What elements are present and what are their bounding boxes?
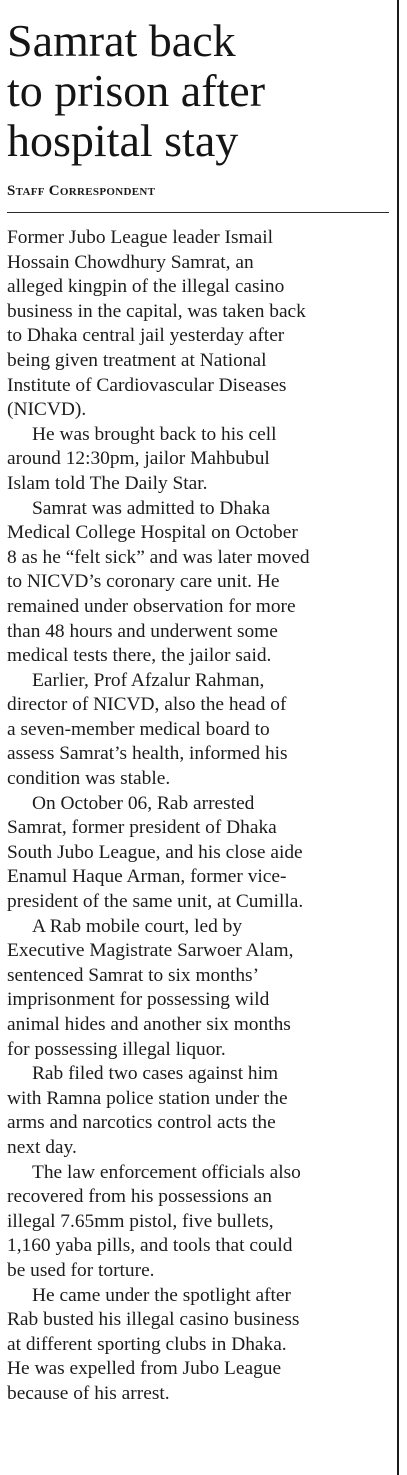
- text-line: be used for torture.: [7, 1259, 155, 1281]
- article-body: [7, 226, 393, 1407]
- text-line: South Jubo League, and his close aide: [7, 841, 303, 863]
- article-paragraph: [7, 792, 393, 915]
- text-line: president of the same unit, at Cumilla.: [7, 891, 304, 913]
- text-line: Rab filed two cases against him: [32, 1063, 279, 1085]
- article-paragraph: [7, 669, 393, 792]
- headline-line: to prison after: [7, 65, 266, 116]
- text-line: Samrat, former president of Dhaka: [7, 817, 277, 839]
- column-divider: [397, 0, 399, 1475]
- text-line: He was brought back to his cell: [32, 423, 277, 445]
- text-line: He was expelled from Jubo League: [7, 1358, 282, 1380]
- text-line: around 12:30pm, jailor Mahbubul: [7, 448, 270, 470]
- text-line: arms and narcotics control acts the: [7, 1112, 276, 1134]
- text-line: because of his arrest.: [7, 1382, 170, 1404]
- text-line: condition was stable.: [7, 768, 171, 790]
- text-line: Institute of Cardiovascular Diseases: [7, 374, 287, 396]
- text-line: illegal 7.65mm pistol, five bullets,: [7, 1210, 274, 1232]
- text-line: imprisonment for possessing wild: [7, 989, 270, 1011]
- text-line: (NICVD).: [7, 399, 87, 421]
- text-line: business in the capital, was taken back: [7, 300, 306, 322]
- text-line: remained under observation for more: [7, 595, 296, 617]
- headline: [7, 16, 393, 166]
- text-line: He came under the spotlight after: [32, 1284, 291, 1306]
- text-line: 1,160 yaba pills, and tools that could: [7, 1235, 293, 1257]
- text-line: alleged kingpin of the illegal casino: [7, 276, 285, 298]
- text-line: sentenced Samrat to six months’: [7, 964, 260, 986]
- text-line: Enamul Haque Arman, former vice-: [7, 866, 287, 888]
- text-line: On October 06, Rab arrested: [32, 792, 255, 814]
- headline-line: Samrat back: [7, 15, 236, 66]
- text-line: with Ramna police station under the: [7, 1087, 288, 1109]
- text-line: The law enforcement officials also: [32, 1161, 301, 1183]
- text-line: animal hides and another six months: [7, 1014, 291, 1035]
- article-paragraph: [7, 497, 393, 669]
- headline-line: hospital stay: [7, 115, 239, 166]
- text-line: than 48 hours and underwent some: [7, 620, 278, 642]
- text-line: Earlier, Prof Afzalur Rahman,: [32, 669, 265, 691]
- text-line: a seven-member medical board to: [7, 718, 270, 740]
- byline: Staff Correspondent: [7, 183, 156, 199]
- article-paragraph: [7, 915, 393, 1063]
- text-line: recovered from his possessions an: [7, 1186, 272, 1208]
- article-paragraph: [7, 1161, 393, 1284]
- text-line: Islam told The Daily Star.: [7, 472, 208, 494]
- text-line: to Dhaka central jail yesterday after: [7, 325, 285, 347]
- text-line: being given treatment at National: [7, 349, 267, 371]
- text-line: Executive Magistrate Sarwoer Alam,: [7, 940, 294, 962]
- article-paragraph: [7, 1284, 393, 1407]
- text-line: assess Samrat’s health, informed his: [7, 743, 288, 765]
- article-paragraph: [7, 226, 393, 423]
- text-line: medical tests there, the jailor said.: [7, 645, 272, 667]
- text-line: Hossain Chowdhury Samrat, an: [7, 251, 254, 273]
- article-paragraph: [7, 1062, 393, 1160]
- text-line: for possessing illegal liquor.: [7, 1038, 226, 1060]
- text-line: director of NICVD, also the head of: [7, 694, 287, 716]
- byline-divider: [7, 212, 389, 213]
- text-line: Rab busted his illegal casino business: [7, 1309, 300, 1331]
- text-line: Samrat was admitted to Dhaka: [32, 497, 271, 519]
- text-line: Former Jubo League leader Ismail: [7, 227, 273, 248]
- text-line: 8 as he “felt sick” and was later moved: [7, 546, 310, 568]
- text-line: next day.: [7, 1136, 77, 1158]
- text-line: to NICVD’s coronary care unit. He: [7, 571, 280, 593]
- text-line: at different sporting clubs in Dhaka.: [7, 1333, 287, 1355]
- article-paragraph: [7, 423, 393, 497]
- text-line: Medical College Hospital on October: [7, 522, 298, 544]
- text-line: A Rab mobile court, led by: [32, 915, 243, 937]
